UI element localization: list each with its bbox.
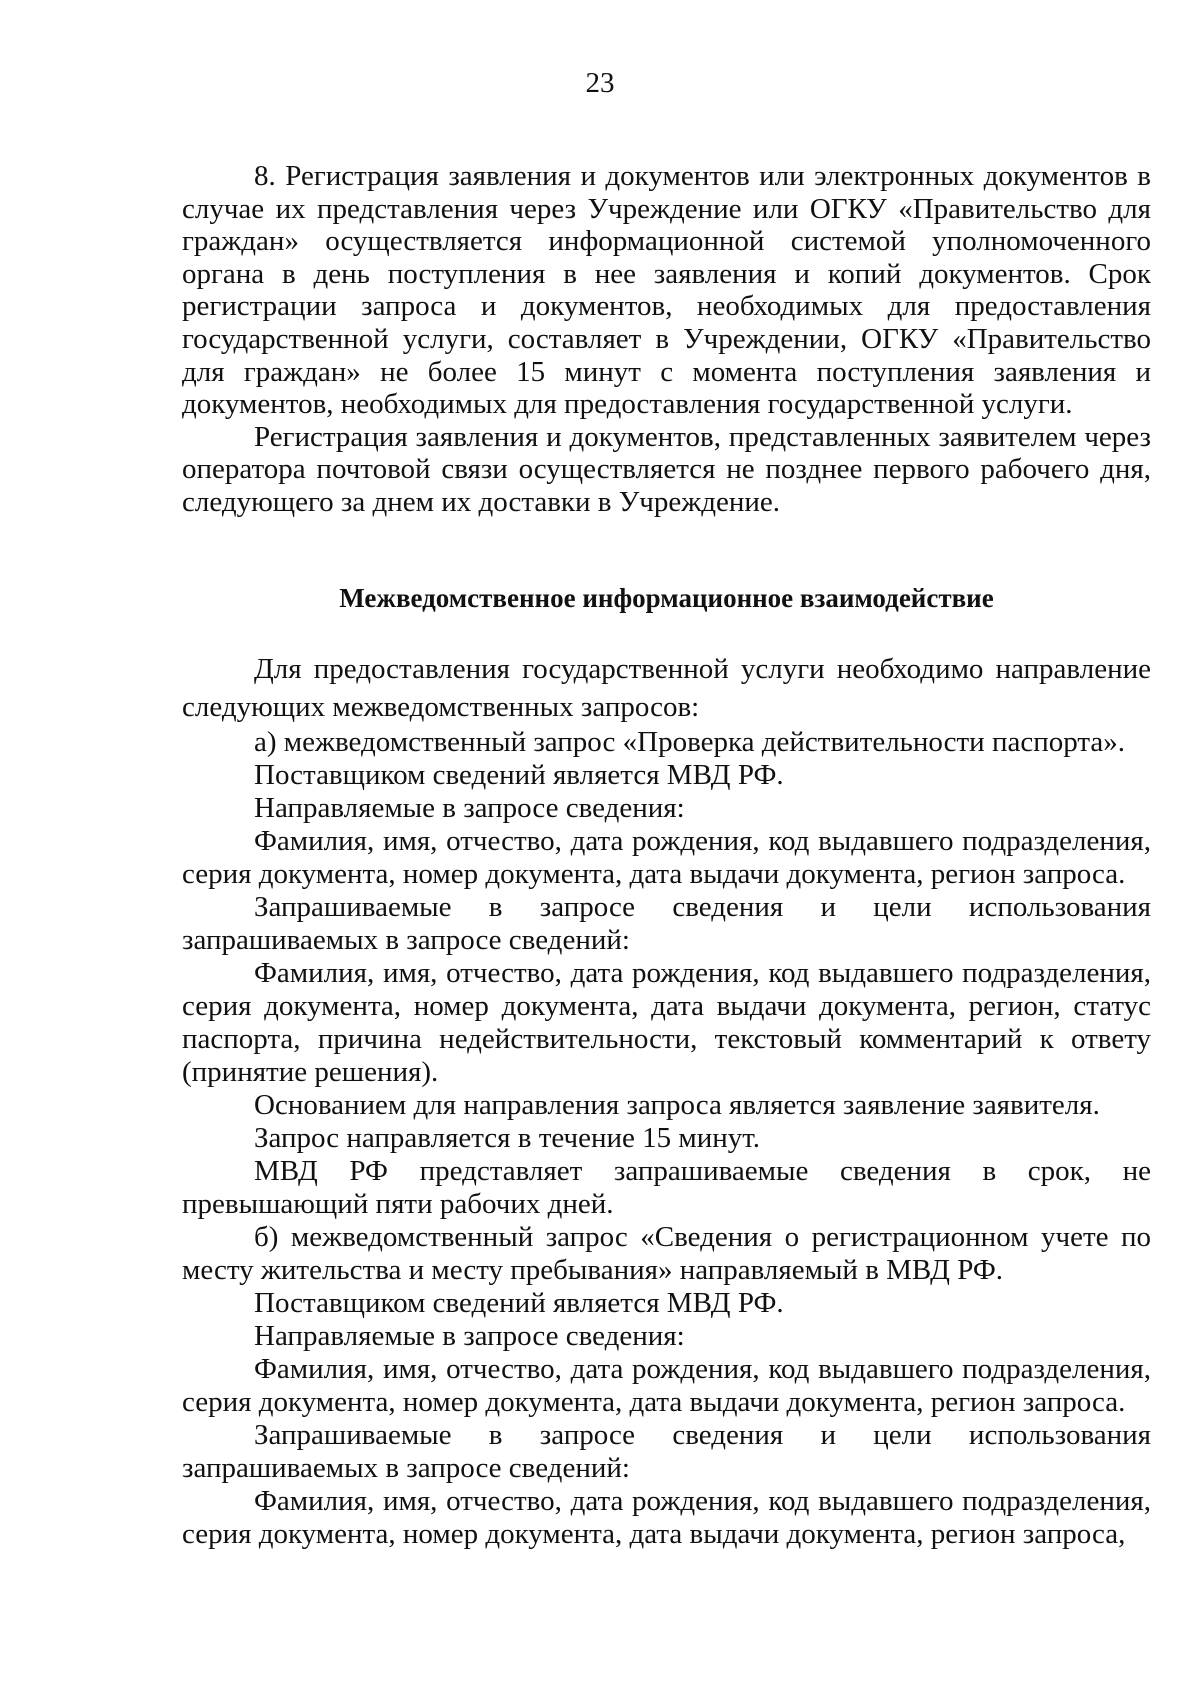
paragraph: Запрашиваемые в запросе сведения и цели использования запрашиваемых в запросе сведений: — [182, 891, 1151, 956]
paragraph: 8. Регистрация заявления и документов или электронных документов в случае их представления через Учреждение или ОГКУ «Правительство для граждан» осуществляется информационной системой уполномоченного органа в день поступления в нее заявления и копий документов. Срок регистрации запроса и документов, необходимых для предоставления государственной услуги, составляет в Учреждении, ОГКУ «Правительство для граждан» не более 15 минут с момента поступления заявления и документов, необходимых для предоставления государственной услуги. — [182, 160, 1151, 421]
paragraph: Фамилия, имя, отчество, дата рождения, код выдавшего подразделения, серия документа, номер документа, дата выдачи документа, регион запроса, — [182, 1485, 1151, 1550]
paragraph: Поставщиком сведений является МВД РФ. — [254, 1287, 784, 1319]
paragraph: Направляемые в запросе сведения: — [254, 1320, 685, 1352]
paragraph: б) межведомственный запрос «Сведения о регистрационном учете по месту жительства и месту пребывания» направляемый в МВД РФ. — [182, 1221, 1151, 1286]
paragraph: МВД РФ представляет запрашиваемые сведения в срок, не превышающий пяти рабочих дней. — [182, 1155, 1151, 1220]
paragraph: Поставщиком сведений является МВД РФ. — [254, 759, 784, 791]
paragraph: Регистрация заявления и документов, представленных заявителем через оператора почтовой связи осуществляется не позднее первого рабочего дня, следующего за днем их доставки в Учреждение. — [182, 420, 1151, 518]
paragraph: Фамилия, имя, отчество, дата рождения, код выдавшего подразделения, серия документа, номер документа, дата выдачи документа, регион запроса. — [182, 1353, 1151, 1418]
section-heading: Межведомственное информационное взаимодействие — [339, 583, 994, 613]
registration-section — [182, 160, 1151, 519]
paragraph: Направляемые в запросе сведения: — [254, 792, 685, 824]
paragraph: Запрашиваемые в запросе сведения и цели использования запрашиваемых в запросе сведений: — [182, 1419, 1151, 1484]
paragraph: Запрос направляется в течение 15 минут. — [254, 1122, 761, 1154]
paragraph: Основанием для направления запроса является заявление заявителя. — [254, 1089, 1100, 1121]
interagency-section — [182, 650, 1151, 1551]
page-number: 23 — [585, 67, 615, 99]
paragraph: Фамилия, имя, отчество, дата рождения, код выдавшего подразделения, серия документа, номер документа, дата выдачи документа, регион, статус паспорта, причина недействительности, текстовый комментарий к ответу (принятие решения). — [182, 957, 1151, 1088]
paragraph: а) межведомственный запрос «Проверка действительности паспорта». — [254, 726, 1126, 758]
paragraph: Для предоставления государственной услуги необходимо направление следующих межведомственных запросов: — [182, 653, 1151, 723]
paragraph: Фамилия, имя, отчество, дата рождения, код выдавшего подразделения, серия документа, номер документа, дата выдачи документа, регион запроса. — [182, 825, 1151, 890]
